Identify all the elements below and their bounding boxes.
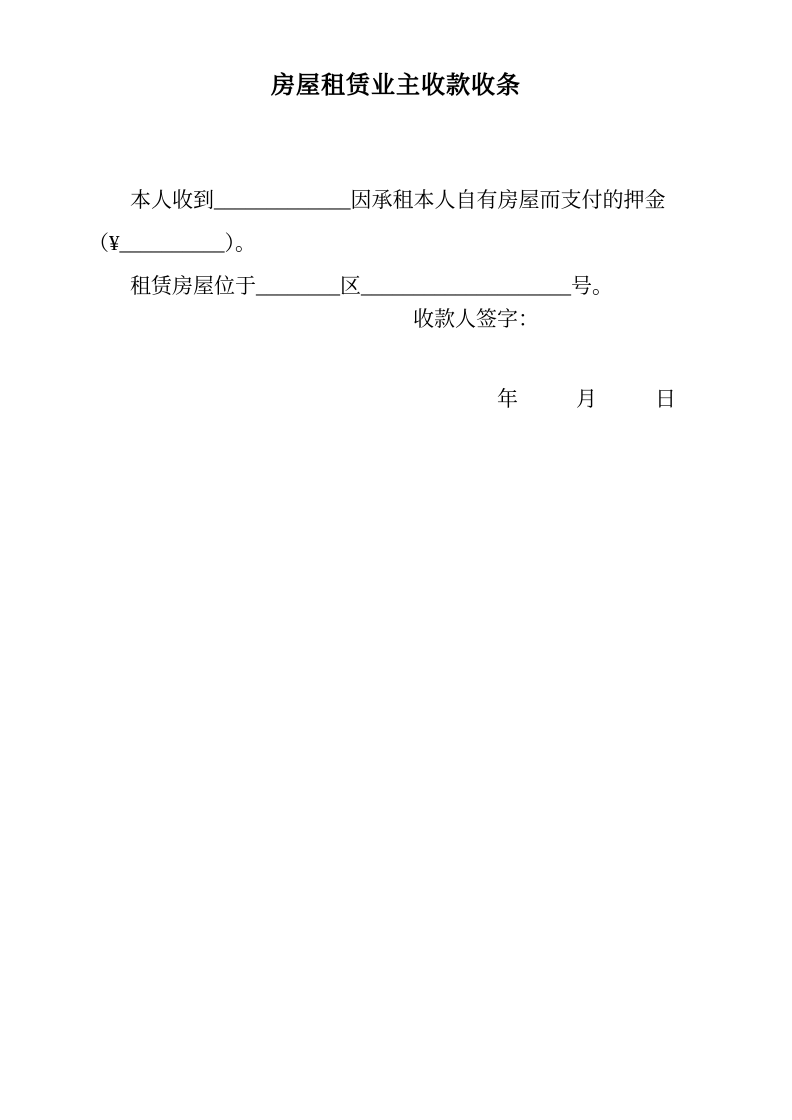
date-line [88, 388, 704, 410]
paragraph-property-location-line3: 租赁房屋位于________区____________________号。 [130, 273, 613, 298]
document-title: 房屋租赁业主收款收条 [271, 73, 521, 99]
paragraph-deposit-line1: 本人收到_____________因承租本人自有房屋而支付的押金 [130, 187, 666, 212]
date-month-label: 月 [576, 386, 597, 411]
paragraph-deposit-amount-line2: （¥__________）。 [88, 230, 256, 255]
date-year-label: 年 [497, 386, 518, 411]
payee-signature-label: 收款人签字： [413, 306, 539, 331]
date-day-label: 日 [655, 386, 676, 411]
document-body [88, 179, 704, 410]
